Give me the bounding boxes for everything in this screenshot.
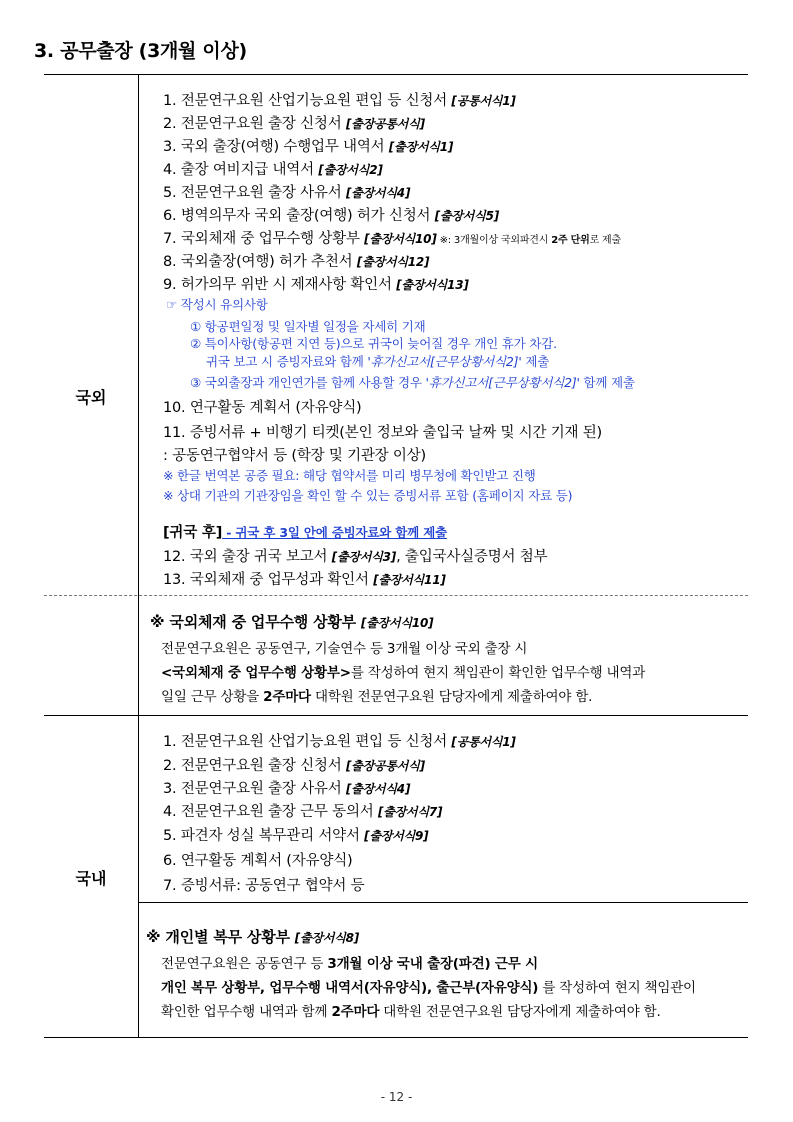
abroad-item-1: 1. 전문연구요원 산업기능요원 편입 등 신청서 [공통서식1] <box>163 93 516 109</box>
category-domestic: 국내 <box>75 869 107 888</box>
page-number: - 12 - <box>380 1090 413 1104</box>
note-translation: ※ 한글 번역본 공증 필요: 해당 협약서를 미리 병무청에 확인받고 진행 <box>163 468 536 483</box>
abroad-item-11: 11. 증빙서류 + 비행기 티켓(본인 정보와 출입국 날짜 및 시간 기재 된) <box>163 425 602 441</box>
abroad-item-12: 12. 국외 출장 귀국 보고서 [출장서식3], 출입국사실증명서 첨부 <box>163 549 548 565</box>
table-bottom-rule <box>44 1037 748 1038</box>
after-return-heading: [귀국 후] - 귀국 후 3일 안에 증빙자료와 함께 제출 <box>163 525 447 541</box>
abroad-item-3: 3. 국외 출장(여행) 수행업무 내역서 [출장서식1] <box>163 139 454 155</box>
category-abroad: 국외 <box>75 388 107 407</box>
domestic-box-line-1: 전문연구요원은 공동연구 등 3개월 이상 국내 출장(파견) 근무 시 <box>161 956 538 972</box>
abroad-item-7: 7. 국외체재 중 업무수행 상황부 [출장서식10] ※: 3개월이상 국외파견시 2주 단위로 제출 <box>163 231 621 247</box>
abroad-item-4: 4. 출장 여비지급 내역서 [출장서식2] <box>163 162 383 178</box>
abroad-box-title: ※ 국외체재 중 업무수행 상황부 [출장서식10] <box>150 613 434 631</box>
note-evidence: ※ 상대 기관의 기관장임을 확인 할 수 있는 증빙서류 포함 (홈페이지 자료 등) <box>163 488 573 503</box>
abroad-box-line-2: <국외체재 중 업무수행 상황부>를 작성하여 현지 책임관이 확인한 업무수행 내역과 <box>161 665 646 681</box>
domestic-item-2: 2. 전문연구요원 출장 신청서 [출장공통서식] <box>163 758 425 774</box>
domestic-item-4: 4. 전문연구요원 출장 근무 동의서 [출장서식7] <box>163 804 443 820</box>
domestic-divider <box>138 902 748 903</box>
column-divider <box>138 75 139 1037</box>
caution-note-3: ③ 국외출장과 개인연가를 함께 사용할 경우 '휴가신고서[근무상황서식2]' 함께 제출 <box>190 375 635 390</box>
domestic-box-line-2: 개인 복무 상황부, 업무수행 내역서(자유양식), 출근부(자유양식) 를 작성하여 현지 책임관이 <box>161 980 696 996</box>
abroad-item-5: 5. 전문연구요원 출장 사유서 [출장서식4] <box>163 185 411 201</box>
abroad-item-6: 6. 병역의무자 국외 출장(여행) 허가 신청서 [출장서식5] <box>163 208 500 224</box>
caution-heading: ☞ 작성시 유의사항 <box>166 297 268 312</box>
caution-note-1: ① 항공편일정 및 일자별 일정을 자세히 기재 <box>190 319 426 334</box>
abroad-item-9: 9. 허가의무 위반 시 제재사항 확인서 [출장서식13] <box>163 277 469 293</box>
section-divider <box>44 715 748 716</box>
abroad-box-line-1: 전문연구요원은 공동연구, 기술연수 등 3개월 이상 국외 출장 시 <box>161 641 528 657</box>
table-top-rule <box>44 74 748 75</box>
abroad-item-2: 2. 전문연구요원 출장 신청서 [출장공통서식] <box>163 116 425 132</box>
domestic-item-7: 7. 증빙서류: 공동연구 협약서 등 <box>163 878 365 894</box>
domestic-box-line-3: 확인한 업무수행 내역과 함께 2주마다 대학원 전문연구요원 담당자에게 제출하여야 함. <box>161 1004 661 1020</box>
caution-note-2b: 귀국 보고 시 증빙자료와 함께 '휴가신고서[근무상황서식2]' 제출 <box>206 354 550 369</box>
abroad-divider <box>44 595 748 596</box>
domestic-box-title: ※ 개인별 복무 상황부 [출장서식8] <box>146 928 360 946</box>
abroad-item-10: 10. 연구활동 계획서 (자유양식) <box>163 400 362 416</box>
abroad-item-13: 13. 국외체재 중 업무성과 확인서 [출장서식11] <box>163 572 446 588</box>
domestic-item-6: 6. 연구활동 계획서 (자유양식) <box>163 853 353 869</box>
domestic-item-1: 1. 전문연구요원 산업기능요원 편입 등 신청서 [공통서식1] <box>163 734 516 750</box>
abroad-item-11-detail: : 공동연구협약서 등 (학장 및 기관장 이상) <box>163 448 426 464</box>
domestic-item-5: 5. 파견자 성실 복무관리 서약서 [출장서식9] <box>163 828 429 844</box>
domestic-item-3: 3. 전문연구요원 출장 사유서 [출장서식4] <box>163 781 411 797</box>
abroad-box-line-3: 일일 근무 상황을 2주마다 대학원 전문연구요원 담당자에게 제출하여야 함. <box>161 689 593 705</box>
page-title: 3. 공무출장 (3개월 이상) <box>34 40 247 62</box>
caution-note-2: ② 특이사항(항공편 지연 등)으로 귀국이 늦어질 경우 개인 휴가 차감. <box>190 336 557 351</box>
abroad-item-8: 8. 국외출장(여행) 허가 추천서 [출장서식12] <box>163 254 430 270</box>
